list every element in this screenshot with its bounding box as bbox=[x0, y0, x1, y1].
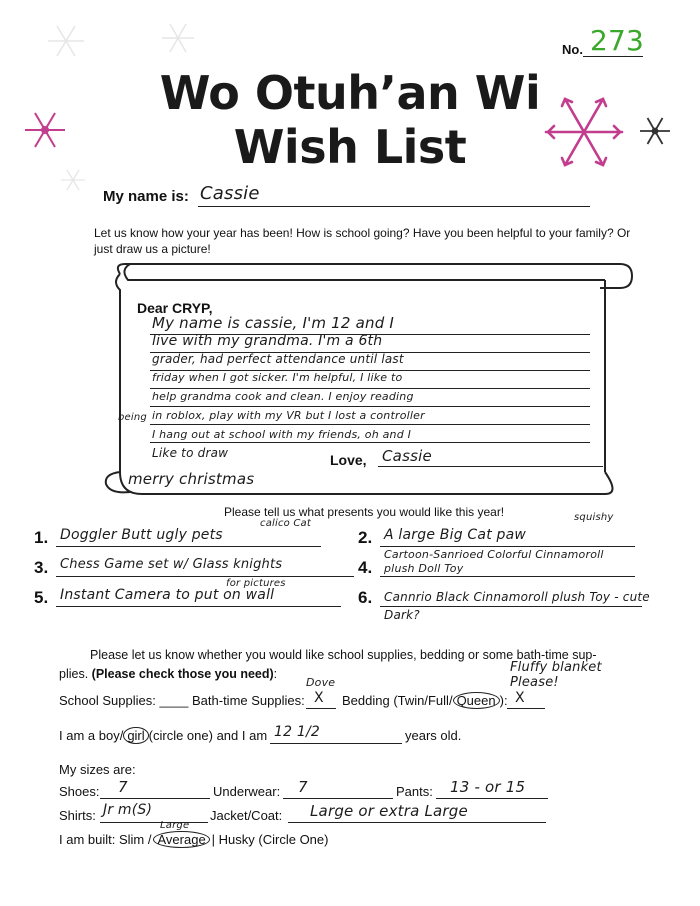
supplies-line2-bold: (Please check those you need) bbox=[91, 667, 274, 681]
built-average-circled: Average bbox=[153, 831, 209, 848]
letter-text-line: help grandma cook and clean. I enjoy reading bbox=[152, 390, 414, 403]
letter-text-line: live with my grandma. I'm a 6th bbox=[152, 333, 383, 349]
present-item-6: Cannrio Black Cinnamoroll plush Toy - cute Dark? bbox=[384, 590, 650, 622]
present-underline bbox=[380, 576, 635, 577]
sizes-heading: My sizes are: bbox=[59, 762, 136, 777]
letter-text-line: friday when I got sicker. I'm helpful, I like to bbox=[152, 371, 403, 384]
letter-line-rule bbox=[150, 406, 590, 407]
letter-text-line: My name is cassie, I'm 12 and I bbox=[152, 314, 395, 332]
shirts-value: Jr m(S) bbox=[103, 802, 153, 818]
age-value: 12 1/2 bbox=[274, 724, 320, 740]
present-number: 3. bbox=[34, 558, 49, 577]
letter-signature: Cassie bbox=[382, 447, 432, 465]
shirts-underline bbox=[100, 822, 208, 823]
present-item-1: Doggler Butt ugly pets bbox=[60, 527, 223, 543]
shoes-value: 7 bbox=[118, 778, 128, 796]
present-underline bbox=[56, 606, 341, 607]
present-item-5: Instant Camera to put on wall bbox=[60, 587, 275, 603]
letter-line-rule bbox=[150, 424, 590, 425]
presents-prompt: Please tell us what presents you would like this year! bbox=[224, 505, 505, 519]
bath-supplies-value[interactable]: X bbox=[314, 690, 324, 706]
letter-closing-label: Love, bbox=[330, 452, 367, 468]
supplies-line2-post: : bbox=[273, 667, 278, 681]
bath-supplies-note: Dove bbox=[306, 676, 336, 689]
present-item-2: A large Big Cat paw bbox=[384, 527, 527, 543]
present-underline bbox=[56, 576, 354, 577]
pants-value: 13 - or 15 bbox=[450, 778, 526, 796]
pants-label: Pants: bbox=[396, 784, 433, 799]
letter-line-rule bbox=[150, 442, 590, 443]
name-value: Cassie bbox=[200, 183, 260, 204]
underwear-underline bbox=[283, 798, 393, 799]
name-underline bbox=[198, 206, 590, 207]
built-rest: Husky (Circle One) bbox=[218, 832, 329, 847]
page-title-line1: Wo Otuh’an Wi bbox=[159, 66, 541, 120]
jacket-label: Jacket/Coat: bbox=[210, 808, 283, 823]
age-row bbox=[59, 728, 267, 743]
bath-underline bbox=[306, 708, 336, 709]
present-number: 2. bbox=[358, 528, 373, 547]
snowflake-icon bbox=[45, 20, 87, 62]
present-number: 1. bbox=[34, 528, 49, 547]
bedding-label bbox=[342, 693, 508, 708]
letter-margin-note: being bbox=[118, 412, 147, 423]
letter-text-line: I hang out at school with my friends, oh and I bbox=[152, 428, 412, 441]
present-underline bbox=[380, 546, 635, 547]
age-underline bbox=[270, 743, 402, 744]
supplies-line2-pre: plies. bbox=[59, 667, 92, 681]
age-suffix: years old. bbox=[405, 728, 462, 743]
present-item-4: Cartoon-Sanrioed Colorful Cinnamoroll plush Doll Toy bbox=[384, 548, 604, 575]
built-average-note: Large bbox=[160, 820, 190, 831]
supplies-prompt-line2 bbox=[59, 667, 277, 681]
school-supplies-label: School Supplies: ____ bbox=[59, 693, 189, 708]
letter-greeting: Dear CRYP, bbox=[137, 300, 213, 316]
letter-text-line: Like to draw bbox=[152, 446, 229, 460]
present-note-2: squishy bbox=[574, 512, 614, 523]
letter-text-line: grader, had perfect attendance until last bbox=[152, 352, 404, 366]
page-title-line2: Wish List bbox=[233, 120, 467, 174]
letter-postscript: merry christmas bbox=[128, 470, 255, 488]
built-row: I am built: Slim / Average | Husky (Circle One) bbox=[59, 832, 329, 847]
present-number: 4. bbox=[358, 558, 373, 577]
present-note-5: for pictures bbox=[226, 578, 286, 589]
letter-line-rule bbox=[150, 388, 590, 389]
present-number: 5. bbox=[34, 588, 49, 607]
signature-underline bbox=[378, 466, 603, 467]
letter-text-line: in roblox, play with my VR but I lost a controller bbox=[152, 409, 425, 422]
underwear-label: Underwear: bbox=[213, 784, 281, 799]
present-number: 6. bbox=[358, 588, 373, 607]
intro-text-line2: just draw us a picture! bbox=[94, 242, 211, 256]
shoes-underline bbox=[100, 798, 210, 799]
bedding-note: Fluffy blanket Please! bbox=[510, 660, 602, 690]
snowflake-icon bbox=[158, 18, 198, 58]
jacket-underline bbox=[288, 822, 546, 823]
bedding-label-post: ): bbox=[499, 693, 508, 708]
intro-text-line1: Let us know how your year has been! How is school going? Have you been helpful to your family? Or bbox=[94, 226, 631, 240]
number-label: No. bbox=[562, 42, 583, 57]
bedding-label-pre: Bedding (Twin/Full/ bbox=[342, 693, 453, 708]
bath-supplies-label: Bath-time Supplies: bbox=[192, 693, 305, 708]
number-value: 273 bbox=[590, 24, 645, 57]
bedding-value[interactable]: X bbox=[515, 690, 525, 706]
girl-circled: girl bbox=[123, 727, 148, 744]
present-item-3: Chess Game set w/ Glass knights bbox=[60, 557, 283, 572]
shirts-label: Shirts: bbox=[59, 808, 96, 823]
bedding-queen-circled: Queen bbox=[453, 692, 500, 709]
age-prefix: I am a boy/ bbox=[59, 728, 124, 743]
name-label: My name is: bbox=[103, 188, 189, 205]
present-underline bbox=[56, 546, 321, 547]
bedding-underline bbox=[507, 708, 545, 709]
age-mid: (circle one) and I am bbox=[148, 728, 268, 743]
present-note-1: calico Cat bbox=[260, 518, 312, 529]
built-label: I am built: Slim bbox=[59, 832, 145, 847]
pants-underline bbox=[436, 798, 548, 799]
shoes-label: Shoes: bbox=[59, 784, 100, 799]
underwear-value: 7 bbox=[298, 778, 308, 796]
supplies-prompt-line1: Please let us know whether you would like school supplies, bedding or some bath-time sup- bbox=[90, 648, 597, 662]
jacket-value: Large or extra Large bbox=[310, 802, 468, 820]
